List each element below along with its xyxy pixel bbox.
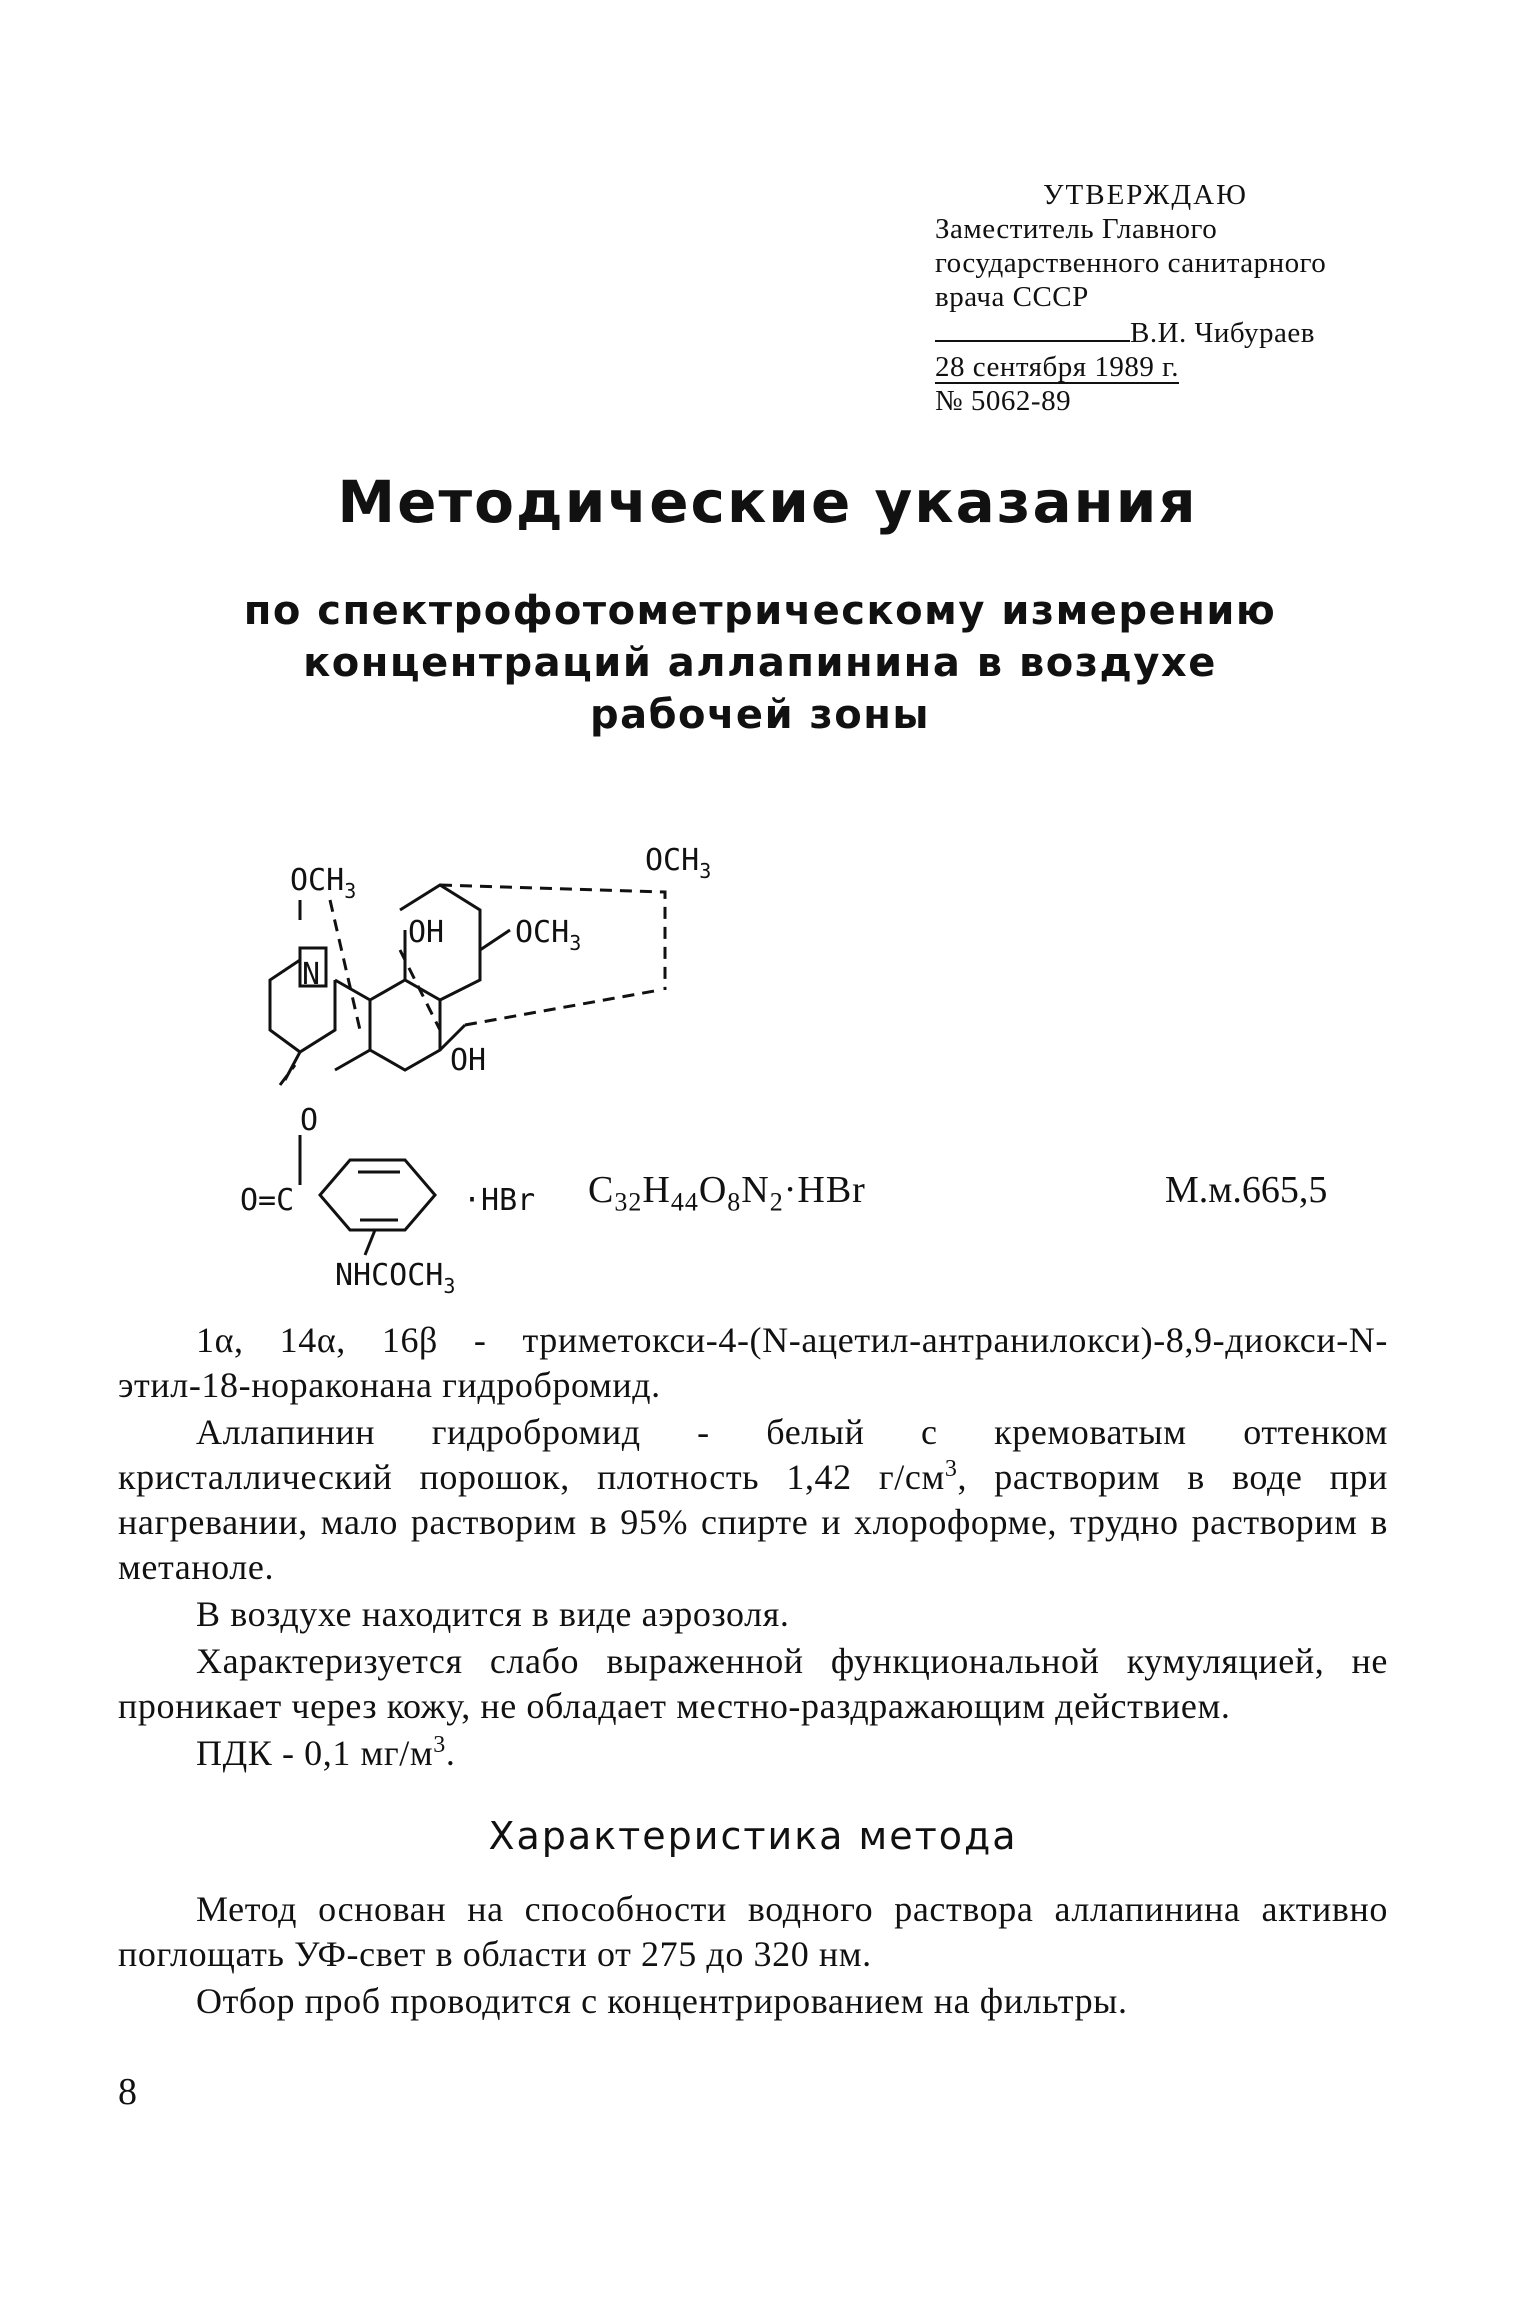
approval-header: УТВЕРЖДАЮ <box>1043 179 1248 211</box>
method-paragraph-2: Отбор проб проводится с концентрированием на фильтры. <box>196 1981 1128 2021</box>
approval-number: № 5062-89 <box>935 385 1072 417</box>
molar-mass: М.м.665,5 <box>1165 1169 1328 1211</box>
och3-top-left-label: $OCH_3$ <box>290 863 357 903</box>
signatory-name: В.И. Чибураев <box>1130 317 1315 349</box>
approval-position-1: Заместитель Главного <box>935 213 1218 245</box>
page-subtitle: по спектрофотометрическому измерению концентраций аллапинина в воздухе рабочей зоны <box>243 588 1277 738</box>
hbr-label: ·HBr <box>463 1183 536 1218</box>
approval-position-2: государственного санитарного <box>935 247 1327 279</box>
aerosol-paragraph: В воздухе находится в виде аэрозоля. <box>196 1594 790 1634</box>
och3-top-right-label: $OCH_3$ <box>645 843 712 883</box>
oh-ring-label: OH <box>408 915 445 950</box>
approval-position-3: врача СССР <box>935 281 1089 313</box>
signature-line <box>935 314 1455 350</box>
page-title: Методические указания <box>337 468 1198 536</box>
section-title: Характеристика метода <box>488 1814 1018 1858</box>
molecular-formula: $C_{32}H_{44}O_8N_2\cdot HBr$ <box>588 1169 866 1217</box>
nitrogen-label: N <box>302 957 321 992</box>
benzene-ring <box>320 1160 435 1255</box>
cumulation-paragraph: Характеризуется слабо выраженной функциональной кумуляцией, не проникает через кожу, не обладает местно-раздражающим действием. <box>118 1641 1388 1726</box>
nhcoch3-label: $NHCOCH_3$ <box>335 1258 456 1298</box>
approval-date: 28 сентября 1989 г. <box>935 351 1179 383</box>
ester-label: O=C <box>240 1183 295 1218</box>
description-paragraph: Аллапинин гидробромид - белый с кремоватым оттенком кристаллический порошок, плотность 1,42 $г/см^3$, растворим в воде при нагревании, мало растворим в 95% спирте и хлороформе, трудно растворим в метаноле. <box>118 1412 1388 1587</box>
approval-block <box>935 178 1455 418</box>
body-text <box>118 1318 1388 2026</box>
pdk-paragraph: ПДК - 0,1 $мг/м^3$. <box>196 1732 456 1773</box>
och3-mid-label: $OCH_3$ <box>515 915 582 955</box>
page-number: 8 <box>118 2071 137 2113</box>
structural-formula <box>240 830 800 1310</box>
oh-bottom-label: OH <box>450 1043 487 1078</box>
oxygen-link-label: O <box>300 1103 319 1138</box>
chemical-name-paragraph: 1α, 14α, 16β - триметокси-4-(N-ацетил-антранилокси)-8,9-диокси-N-этил-18-нораконана гидробромид. <box>118 1320 1388 1405</box>
method-paragraph-1: Метод основан на способности водного раствора аллапинина активно поглощать УФ-свет в области от 275 до 320 нм. <box>118 1889 1388 1974</box>
